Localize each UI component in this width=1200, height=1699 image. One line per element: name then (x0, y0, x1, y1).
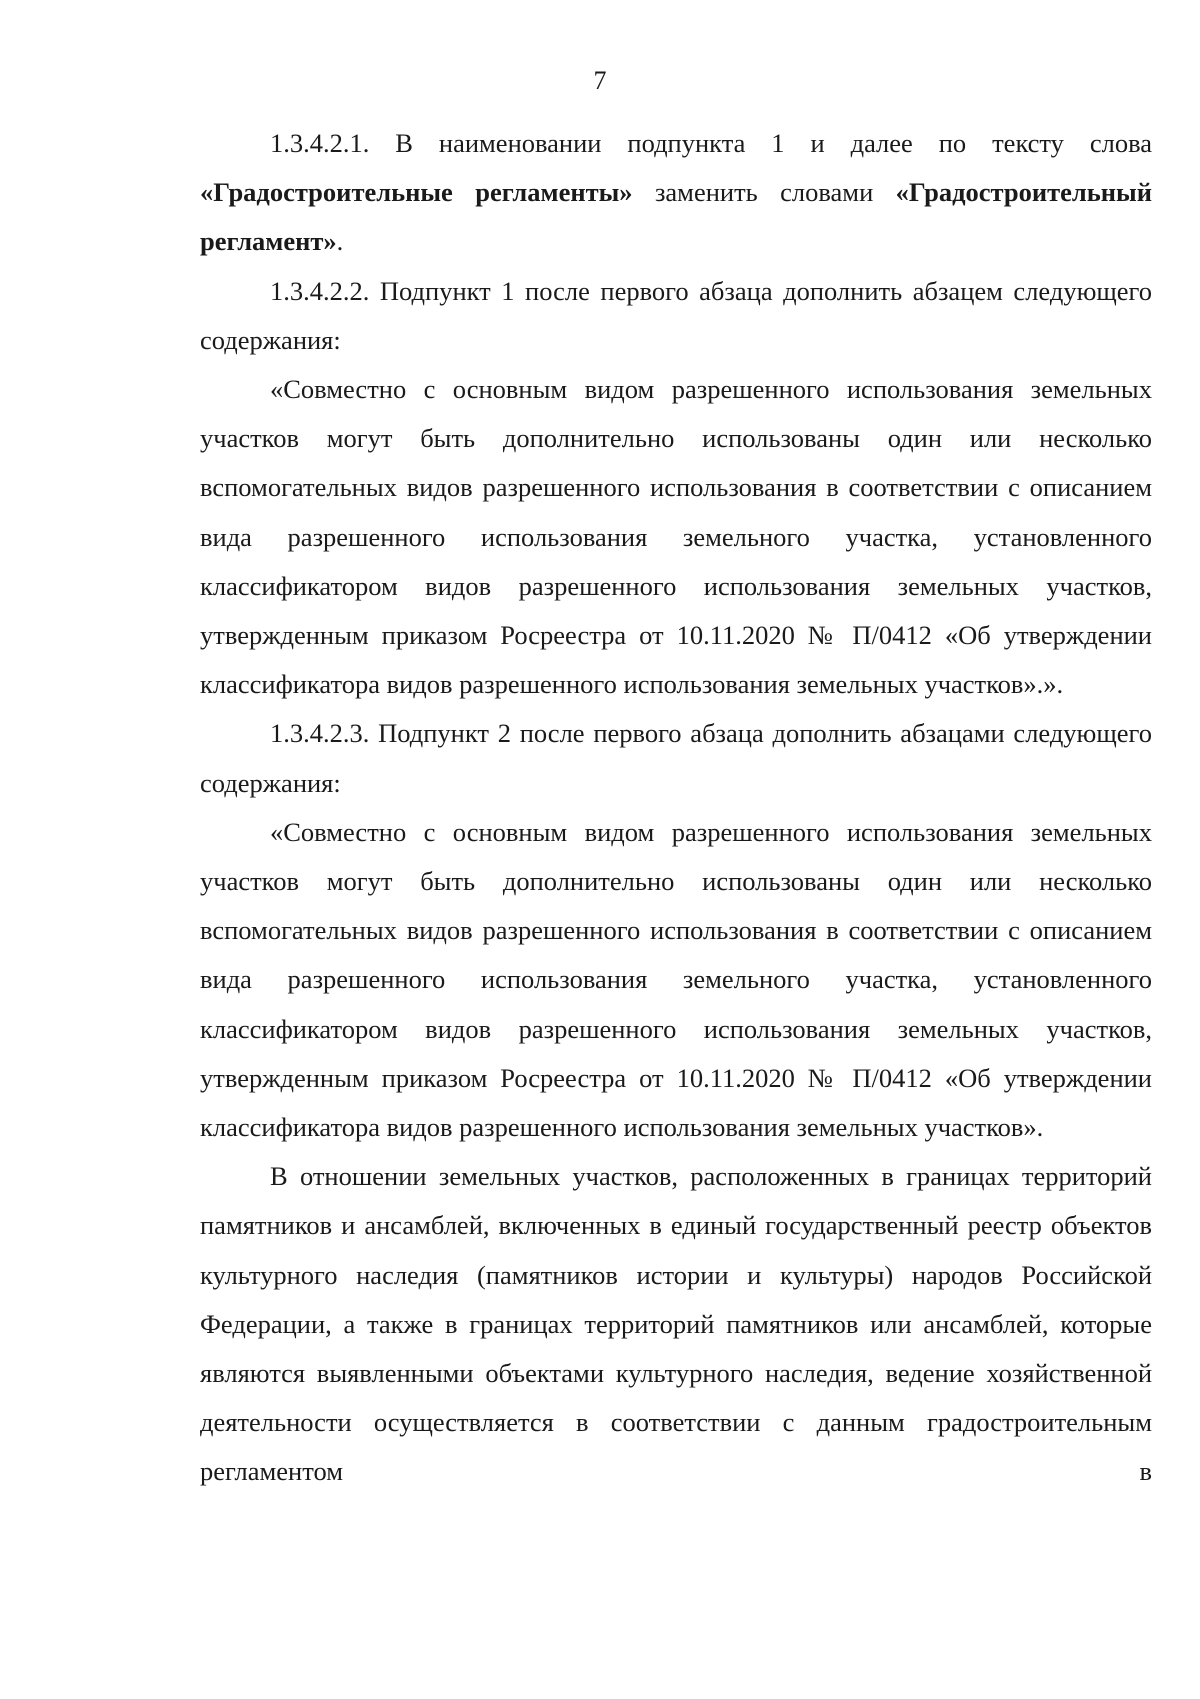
paragraph-1-prefix: 1.3.4.2.1. В наименовании подпункта 1 и далее по тексту слова (270, 128, 1152, 158)
page-number: 7 (593, 66, 607, 95)
paragraph-heritage: В отношении земельных участков, расположенных в границах территорий памятников и ансамблей, включенных в единый государственный реестр объектов культурного наследия (памятников истории и культуры) народов Российской Федерации, а также в границах территорий памятников или ансамблей, которые являются выявленными объектами культурного наследия, ведение хозяйственной деятельности осуществляется в соответствии с данным градостроительным регламентом в (200, 1161, 1152, 1487)
paragraph-1-3-4-2-1 (200, 119, 1152, 267)
paragraph-1-3-4-2-2: 1.3.4.2.2. Подпункт 1 после первого абзаца дополнить абзацем следующего содержания: (200, 275, 1152, 355)
paragraph-1-suffix: . (336, 226, 344, 257)
document-body (200, 119, 1152, 1497)
paragraph-1-middle: заменить словами (632, 177, 896, 208)
new-term-bold: «Градостроительный регламент» (200, 177, 1152, 257)
paragraph-1-3-4-2-3: 1.3.4.2.3. Подпункт 2 после первого абзаца дополнить абзацами следующего содержания: (200, 718, 1152, 798)
quoted-paragraph-1: «Совместно с основным видом разрешенного использования земельных участков могут быть дополнительно использованы один или несколько вспомогательных видов разрешенного использования в соответствии с описанием вида разрешенного использования земельного участка, установленного классификатором видов разрешенного использования земельных участков, утвержденным приказом Росреестра от 10.11.2020 № П/0412 «Об утверждении классификатора видов разрешенного использования земельных участков».». (200, 374, 1152, 700)
quoted-paragraph-2: «Совместно с основным видом разрешенного использования земельных участков могут быть дополнительно использованы один или несколько вспомогательных видов разрешенного использования в соответствии с описанием вида разрешенного использования земельного участка, установленного классификатором видов разрешенного использования земельных участков, утвержденным приказом Росреестра от 10.11.2020 № П/0412 «Об утверждении классификатора видов разрешенного использования земельных участков». (200, 816, 1152, 1143)
old-term-bold: «Градостроительные регламенты» (200, 177, 633, 208)
